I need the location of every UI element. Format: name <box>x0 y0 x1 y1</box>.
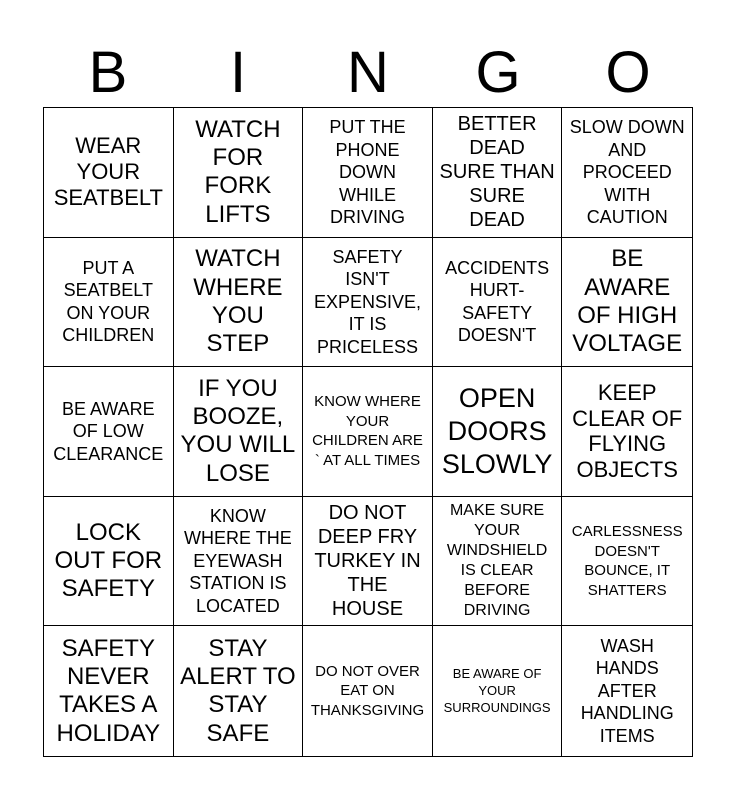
bingo-header <box>43 40 693 106</box>
bingo-cell[interactable]: SAFETY ISN'T EXPENSIVE, IT IS PRICELESS <box>303 238 433 368</box>
bingo-cell[interactable]: OPEN DOORS SLOWLY <box>433 367 563 497</box>
bingo-cell[interactable]: ACCIDENTS HURT- SAFETY DOESN'T <box>433 238 563 368</box>
bingo-cell[interactable]: PUT THE PHONE DOWN WHILE DRIVING <box>303 108 433 238</box>
bingo-cell[interactable]: DO NOT DEEP FRY TURKEY IN THE HOUSE <box>303 497 433 627</box>
bingo-cell[interactable]: STAY ALERT TO STAY SAFE <box>174 626 304 756</box>
bingo-cell[interactable]: KEEP CLEAR OF FLYING OBJECTS <box>562 367 692 497</box>
bingo-cell[interactable]: BE AWARE OF YOUR SURROUNDINGS <box>433 626 563 756</box>
bingo-cell[interactable]: LOCK OUT FOR SAFETY <box>44 497 174 627</box>
bingo-cell[interactable]: MAKE SURE YOUR WINDSHIELD IS CLEAR BEFORE DRIVING <box>433 497 563 627</box>
bingo-cell[interactable]: WATCH FOR FORK LIFTS <box>174 108 304 238</box>
bingo-cell[interactable]: CARLESSNESS DOESN'T BOUNCE, IT SHATTERS <box>562 497 692 627</box>
bingo-cell[interactable]: WATCH WHERE YOU STEP <box>174 238 304 368</box>
bingo-cell[interactable]: KNOW WHERE THE EYEWASH STATION IS LOCATED <box>174 497 304 627</box>
bingo-cell[interactable]: BE AWARE OF LOW CLEARANCE <box>44 367 174 497</box>
bingo-board <box>43 107 693 757</box>
bingo-cell[interactable]: IF YOU BOOZE, YOU WILL LOSE <box>174 367 304 497</box>
bingo-cell[interactable]: WASH HANDS AFTER HANDLING ITEMS <box>580 635 674 746</box>
header-letter-g: G <box>475 40 521 105</box>
bingo-cell[interactable]: WEAR YOUR SEATBELT <box>44 108 174 238</box>
bingo-cell[interactable]: PUT A SEATBELT ON YOUR CHILDREN <box>44 238 174 368</box>
header-letter-i: I <box>229 40 247 105</box>
bingo-cell[interactable]: SLOW DOWN AND PROCEED WITH CAUTION <box>562 108 692 238</box>
bingo-cell[interactable]: DO NOT OVER EAT ON THANKSGIVING <box>303 626 433 756</box>
bingo-cell[interactable]: BE AWARE OF HIGH VOLTAGE <box>562 238 692 368</box>
header-letter-o: O <box>605 40 651 105</box>
header-letter-b: B <box>88 40 128 105</box>
bingo-cell[interactable]: SAFETY NEVER TAKES A HOLIDAY <box>44 626 174 756</box>
header-letter-n: N <box>347 40 389 105</box>
bingo-cell[interactable]: BETTER DEAD SURE THAN SURE DEAD <box>433 108 563 238</box>
bingo-cell[interactable]: KNOW WHERE YOUR CHILDREN ARE ` AT ALL TIMES <box>303 367 433 497</box>
